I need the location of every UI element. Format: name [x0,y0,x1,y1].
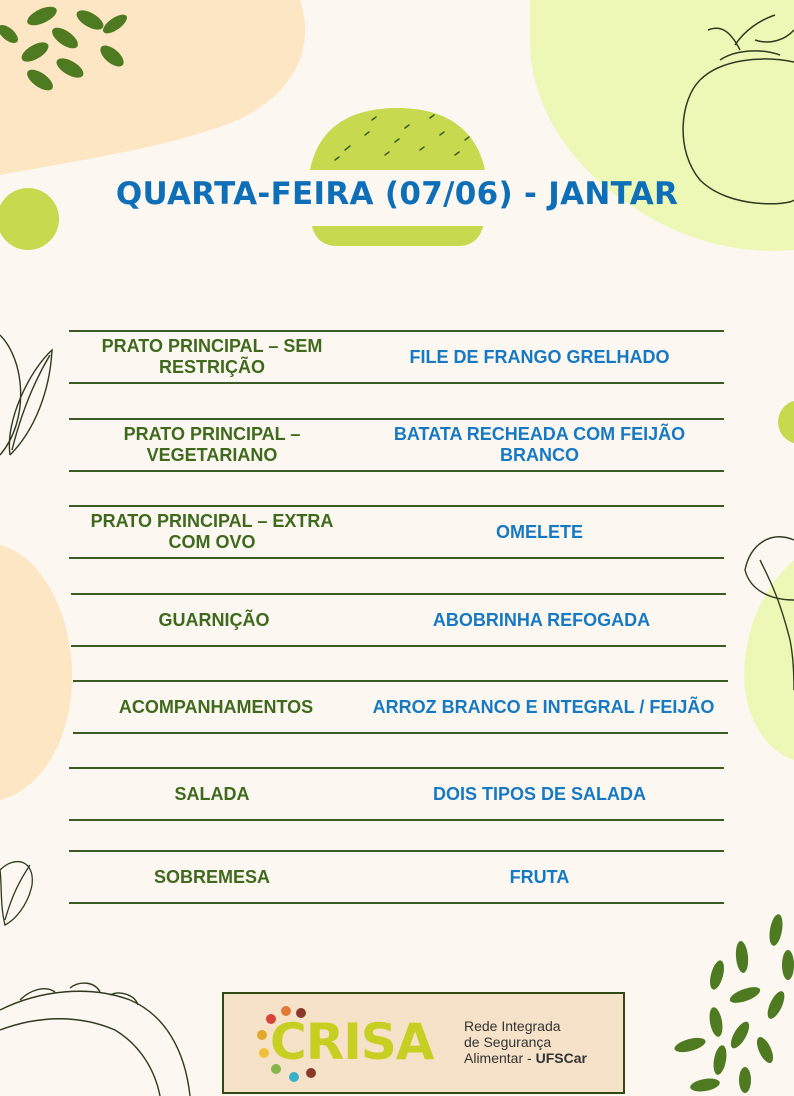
menu-label: SOBREMESA [153,866,270,887]
bun-top-decoration [310,108,485,170]
menu-row-guarnicao [71,593,726,647]
menu-row-vegetariano [69,418,724,472]
menu-row-sem-restricao [69,330,724,384]
menu-row-acompanhamentos [73,680,728,734]
leaf-outline-icon [0,335,52,455]
menu-row-extra-ovo [69,505,724,559]
menu-label: PRATO PRINCIPAL – EXTRA COM OVO [90,511,334,552]
bun-bottom-decoration [312,226,483,246]
logo-line-3-bold: UFSCar [535,1050,587,1066]
menu-value: DOIS TIPOS DE SALADA [432,783,647,804]
menu-label: ACOMPANHAMENTOS [118,696,314,717]
menu-label: GUARNIÇÃO [158,609,270,630]
menu-value: ARROZ BRANCO E INTEGRAL / FEIJÃO [372,696,715,717]
menu-row-salada [69,767,724,821]
logo-line-3 [464,1050,587,1066]
menu-row-sobremesa [69,850,724,904]
menu-value: ABOBRINHA REFOGADA [432,609,651,630]
logo-wordmark: CRISA [270,1013,434,1071]
logo-line-2: de Segurança [464,1034,552,1050]
taco-icon [0,983,190,1096]
logo-line-1: Rede Integrada [464,1018,561,1034]
menu-label: PRATO PRINCIPAL – VEGETARIANO [123,424,301,465]
menu-value: OMELETE [495,521,583,542]
menu-value: FILE DE FRANGO GRELHADO [409,346,670,367]
menu-label: SALADA [174,783,250,804]
menu-label: PRATO PRINCIPAL – SEM RESTRIÇÃO [101,336,323,377]
menu-value: BATATA RECHEADA COM FEIJÃO BRANCO [393,424,686,465]
logo-line-3-text: Alimentar - [464,1050,536,1066]
menu-value: FRUTA [509,866,570,887]
logo-subtitle [464,1018,587,1066]
page-title: QUARTA-FEIRA (07/06) - JANTAR [115,176,679,212]
